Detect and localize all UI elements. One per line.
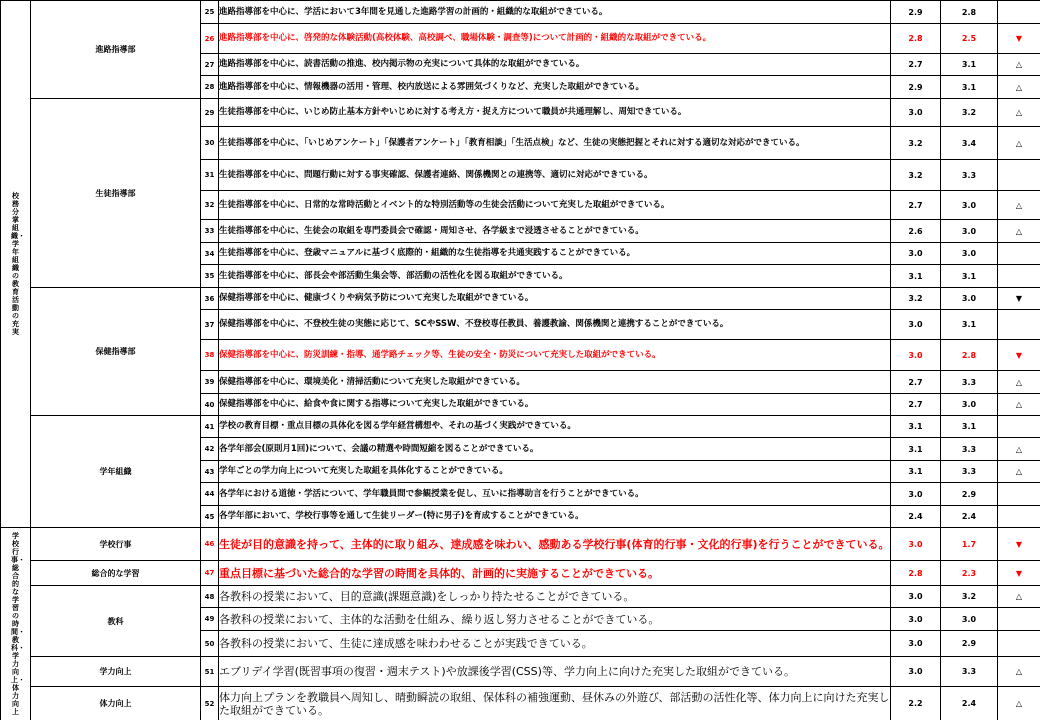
score-2: 3.1 (941, 416, 998, 438)
row-number: 29 (201, 99, 219, 127)
score-1: 2.8 (891, 561, 941, 586)
score-2: 3.2 (941, 99, 998, 127)
trend-mark: ▼ (998, 528, 1040, 561)
score-2: 2.4 (941, 506, 998, 528)
item-text: 進路指導部を中心に、情報機器の活用・管理、校内放送による雰囲気づくりなど、充実した取組ができている。 (219, 76, 891, 99)
score-2: 2.9 (941, 631, 998, 657)
score-1: 3.0 (891, 528, 941, 561)
trend-mark: △ (998, 76, 1040, 99)
table-row (1, 687, 1040, 720)
score-1: 3.1 (891, 461, 941, 483)
table-row (1, 561, 1040, 586)
row-number: 46 (201, 528, 219, 561)
score-1: 3.1 (891, 265, 941, 288)
item-text: 保健指導部を中心に、健康づくりや病気予防について充実した取組ができている。 (219, 288, 891, 310)
item-text: エブリデイ学習(既習事項の復習・週末テスト)や放課後学習(CSS)等、学力向上に向けた充実した取組ができている。 (219, 657, 891, 687)
trend-mark: ▼ (998, 24, 1040, 54)
item-text: 保健指導部を中心に、不登校生徒の実態に応じて、SCやSSW、不登校専任教員、養護教諭、関係機関と連携することができている。 (219, 310, 891, 340)
item-text: 学校の教育目標・重点目標の具体化を図る学年経営構想や、それの基づく実践ができている。 (219, 416, 891, 438)
item-text: 各学年部において、学校行事等を通して生徒リーダー(特に男子)を育成することができている。 (219, 506, 891, 528)
table-row (1, 288, 1040, 310)
table-row (1, 657, 1040, 687)
score-1: 2.7 (891, 371, 941, 394)
score-1: 2.8 (891, 24, 941, 54)
category-label: 体力向上 (31, 687, 201, 720)
score-2: 3.0 (941, 288, 998, 310)
row-number: 33 (201, 220, 219, 243)
trend-mark: △ (998, 54, 1040, 76)
score-2: 1.7 (941, 528, 998, 561)
score-1: 3.0 (891, 657, 941, 687)
row-number: 36 (201, 288, 219, 310)
table-row (1, 528, 1040, 561)
score-1: 3.2 (891, 127, 941, 160)
item-text: 各教科の授業において、主体的な活動を仕組み、繰り返し努力させることができている。 (219, 608, 891, 631)
row-number: 51 (201, 657, 219, 687)
item-text: 生徒指導部を中心に、生徒会の取組を専門委員会で確認・周知させ、各学級まで浸透させることができている。 (219, 220, 891, 243)
trend-mark (998, 310, 1040, 340)
score-1: 3.2 (891, 160, 941, 191)
row-number: 30 (201, 127, 219, 160)
score-1: 3.0 (891, 586, 941, 608)
trend-mark: △ (998, 438, 1040, 461)
score-1: 3.0 (891, 631, 941, 657)
row-number: 27 (201, 54, 219, 76)
score-2: 3.1 (941, 54, 998, 76)
item-text: 体力向上プランを教職員へ周知し、晴動瞬読の取組、保体科の補強運動、昼休みの外遊び、部活動の活性化等、体力向上に向けた充実した取組ができている。 (219, 687, 891, 720)
row-number: 45 (201, 506, 219, 528)
trend-mark: △ (998, 99, 1040, 127)
score-2: 3.0 (941, 608, 998, 631)
table-row (1, 416, 1040, 438)
row-number: 47 (201, 561, 219, 586)
score-2: 2.9 (941, 483, 998, 506)
item-text: 進路指導部を中心に、読書活動の推進、校内掲示物の充実について具体的な取組ができている。 (219, 54, 891, 76)
table-row (1, 1, 1040, 24)
score-1: 2.9 (891, 1, 941, 24)
trend-mark (998, 483, 1040, 506)
category-label: 学年組織 (31, 416, 201, 528)
trend-mark: △ (998, 191, 1040, 220)
trend-mark: △ (998, 394, 1040, 416)
trend-mark: △ (998, 220, 1040, 243)
row-number: 26 (201, 24, 219, 54)
score-1: 3.1 (891, 416, 941, 438)
item-text: 学年ごとの学力向上について充実した取組を具体化することができている。 (219, 461, 891, 483)
group-label: 校務分掌組織・学年組織の教育活動の充実 (1, 1, 31, 528)
score-2: 3.3 (941, 461, 998, 483)
score-1: 3.0 (891, 310, 941, 340)
item-text: 生徒指導部を中心に、日常的な常時活動とイベント的な特別活動等の生徒会活動について充実した取組ができている。 (219, 191, 891, 220)
score-2: 3.3 (941, 657, 998, 687)
score-2: 2.4 (941, 687, 998, 720)
item-text: 進路指導部を中心に、啓発的な体験活動(高校体験、高校調べ、職場体験・調査等)について計画的・組織的な取組ができている。 (219, 24, 891, 54)
row-number: 40 (201, 394, 219, 416)
item-text: 保健指導部を中心に、環境美化・清掃活動について充実した取組ができている。 (219, 371, 891, 394)
item-text: 各学年における道徳・学活について、学年職員間で参観授業を促し、互いに指導助言を行うことができている。 (219, 483, 891, 506)
trend-mark: ▼ (998, 340, 1040, 371)
trend-mark: ▼ (998, 561, 1040, 586)
score-1: 3.0 (891, 243, 941, 265)
row-number: 34 (201, 243, 219, 265)
row-number: 50 (201, 631, 219, 657)
score-1: 3.0 (891, 340, 941, 371)
row-number: 25 (201, 1, 219, 24)
row-number: 35 (201, 265, 219, 288)
score-2: 3.1 (941, 310, 998, 340)
trend-mark (998, 160, 1040, 191)
score-2: 3.0 (941, 243, 998, 265)
trend-mark: △ (998, 657, 1040, 687)
score-2: 3.2 (941, 586, 998, 608)
category-label: 保健指導部 (31, 288, 201, 416)
score-2: 2.5 (941, 24, 998, 54)
trend-mark: △ (998, 127, 1040, 160)
item-text: 進路指導部を中心に、学活において3年間を見通した進路学習の計画的・組織的な取組ができている。 (219, 1, 891, 24)
table-row (1, 586, 1040, 608)
trend-mark: △ (998, 586, 1040, 608)
item-text: 各学年部会(原則月1回)について、会議の精選や時間短縮を図ることができている。 (219, 438, 891, 461)
trend-mark (998, 608, 1040, 631)
trend-mark (998, 506, 1040, 528)
score-2: 3.3 (941, 160, 998, 191)
trend-mark (998, 416, 1040, 438)
item-text: 生徒が目的意識を持って、主体的に取り組み、達成感を味わい、感動ある学校行事(体育的行事・文化的行事)を行うことができている。 (219, 528, 891, 561)
row-number: 48 (201, 586, 219, 608)
trend-mark (998, 631, 1040, 657)
row-number: 44 (201, 483, 219, 506)
category-label: 進路指導部 (31, 1, 201, 99)
row-number: 37 (201, 310, 219, 340)
row-number: 31 (201, 160, 219, 191)
score-1: 2.7 (891, 191, 941, 220)
group-label: 学校行事・総合的な学習の時間・教科・学力向上・体力向上 (1, 528, 31, 720)
table-row (1, 99, 1040, 127)
score-2: 3.0 (941, 220, 998, 243)
score-2: 3.3 (941, 438, 998, 461)
trend-mark (998, 1, 1040, 24)
score-1: 2.2 (891, 687, 941, 720)
score-1: 2.9 (891, 76, 941, 99)
item-text: 生徒指導部を中心に、問題行動に対する事実確認、保護者連絡、関係機関との連携等、適切に対応ができている。 (219, 160, 891, 191)
category-label: 学力向上 (31, 657, 201, 687)
row-number: 38 (201, 340, 219, 371)
score-2: 3.0 (941, 191, 998, 220)
item-text: 生徒指導部を中心に、部長会や部活動生集会等、部活動の活性化を図る取組ができている。 (219, 265, 891, 288)
trend-mark: ▼ (998, 288, 1040, 310)
item-text: 重点目標に基づいた総合的な学習の時間を具体的、計画的に実施することができている。 (219, 561, 891, 586)
trend-mark: △ (998, 371, 1040, 394)
score-2: 3.1 (941, 265, 998, 288)
score-2: 3.1 (941, 76, 998, 99)
row-number: 52 (201, 687, 219, 720)
item-text: 保健指導部を中心に、給食や食に関する指導について充実した取組ができている。 (219, 394, 891, 416)
row-number: 43 (201, 461, 219, 483)
item-text: 各教科の授業において、生徒に達成感を味わわせることが実践できている。 (219, 631, 891, 657)
trend-mark (998, 265, 1040, 288)
category-label: 教科 (31, 586, 201, 657)
item-text: 保健指導部を中心に、防災訓練・指導、通学路チェック等、生徒の安全・防災について充実した取組ができている。 (219, 340, 891, 371)
row-number: 41 (201, 416, 219, 438)
item-text: 生徒指導部を中心に、「いじめアンケート」「保護者アンケート」「教育相談」「生活点検」など、生徒の実態把握とそれに対する適切な対応ができている。 (219, 127, 891, 160)
score-2: 3.3 (941, 371, 998, 394)
score-2: 3.4 (941, 127, 998, 160)
score-2: 2.8 (941, 1, 998, 24)
row-number: 32 (201, 191, 219, 220)
score-1: 2.4 (891, 506, 941, 528)
trend-mark: △ (998, 461, 1040, 483)
score-1: 3.0 (891, 483, 941, 506)
score-2: 2.8 (941, 340, 998, 371)
score-1: 3.0 (891, 608, 941, 631)
item-text: 生徒指導部を中心に、いじめ防止基本方針やいじめに対する考え方・捉え方について職員が共通理解し、周知できている。 (219, 99, 891, 127)
score-1: 2.6 (891, 220, 941, 243)
score-1: 2.7 (891, 394, 941, 416)
category-label: 総合的な学習 (31, 561, 201, 586)
category-label: 生徒指導部 (31, 99, 201, 288)
category-label: 学校行事 (31, 528, 201, 561)
item-text: 各教科の授業において、目的意識(課題意識)をしっかり持たせることができている。 (219, 586, 891, 608)
score-2: 2.3 (941, 561, 998, 586)
row-number: 42 (201, 438, 219, 461)
trend-mark (998, 243, 1040, 265)
score-1: 3.0 (891, 99, 941, 127)
item-text: 生徒指導部を中心に、登歳マニュアルに基づく底際的・組織的な生徒指導を共通実践することができている。 (219, 243, 891, 265)
score-1: 2.7 (891, 54, 941, 76)
row-number: 28 (201, 76, 219, 99)
score-1: 3.2 (891, 288, 941, 310)
trend-mark: △ (998, 687, 1040, 720)
row-number: 49 (201, 608, 219, 631)
row-number: 39 (201, 371, 219, 394)
score-2: 3.0 (941, 394, 998, 416)
score-1: 3.1 (891, 438, 941, 461)
